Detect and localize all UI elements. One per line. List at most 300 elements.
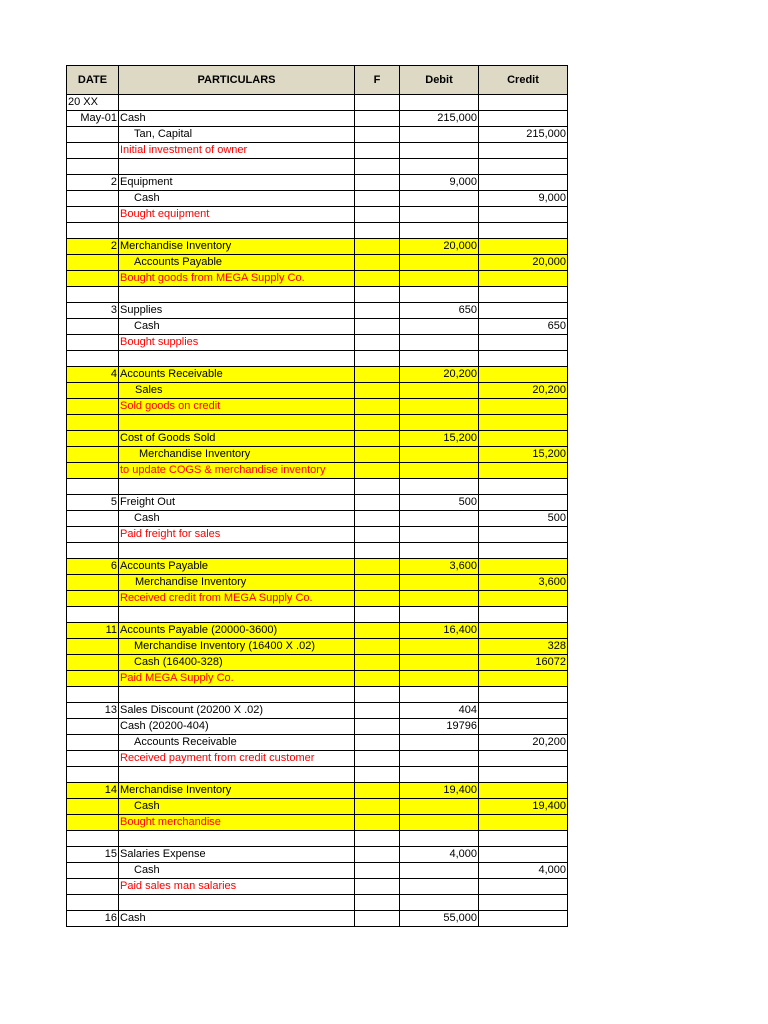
date-cell[interactable] (67, 687, 119, 703)
date-cell[interactable]: 2 (67, 239, 119, 255)
debit-cell[interactable] (400, 687, 479, 703)
particulars-cell[interactable]: Equipment (119, 175, 355, 191)
folio-cell[interactable] (355, 911, 400, 927)
debit-cell[interactable] (400, 463, 479, 479)
particulars-cell[interactable] (119, 479, 355, 495)
particulars-cell[interactable]: Sales Discount (20200 X .02) (119, 703, 355, 719)
particulars-cell[interactable]: Merchandise Inventory (119, 575, 355, 591)
folio-cell[interactable] (355, 831, 400, 847)
credit-cell[interactable] (479, 831, 568, 847)
credit-cell[interactable] (479, 335, 568, 351)
debit-cell[interactable]: 20,200 (400, 367, 479, 383)
folio-cell[interactable] (355, 111, 400, 127)
narration-cell[interactable]: Initial investment of owner (119, 143, 355, 159)
date-cell[interactable] (67, 255, 119, 271)
folio-cell[interactable] (355, 175, 400, 191)
credit-cell[interactable]: 4,000 (479, 863, 568, 879)
particulars-cell[interactable] (119, 607, 355, 623)
debit-cell[interactable] (400, 671, 479, 687)
date-cell[interactable]: 2 (67, 175, 119, 191)
credit-cell[interactable] (479, 287, 568, 303)
journal-row (67, 399, 568, 415)
debit-cell[interactable] (400, 639, 479, 655)
folio-cell[interactable] (355, 751, 400, 767)
debit-cell[interactable] (400, 95, 479, 111)
folio-cell[interactable] (355, 399, 400, 415)
credit-cell[interactable]: 20,000 (479, 255, 568, 271)
folio-cell[interactable] (355, 367, 400, 383)
date-cell[interactable] (67, 127, 119, 143)
date-cell[interactable] (67, 191, 119, 207)
debit-cell[interactable] (400, 863, 479, 879)
date-cell[interactable]: May-01 (67, 111, 119, 127)
credit-cell[interactable] (479, 303, 568, 319)
date-cell[interactable] (67, 863, 119, 879)
journal-row (67, 847, 568, 863)
debit-cell[interactable] (400, 815, 479, 831)
particulars-cell[interactable] (119, 895, 355, 911)
date-cell[interactable] (67, 831, 119, 847)
date-cell[interactable] (67, 335, 119, 351)
debit-cell[interactable] (400, 191, 479, 207)
folio-cell[interactable] (355, 863, 400, 879)
date-cell[interactable] (67, 511, 119, 527)
date-cell[interactable] (67, 671, 119, 687)
folio-cell[interactable] (355, 735, 400, 751)
folio-cell[interactable] (355, 223, 400, 239)
folio-cell[interactable] (355, 879, 400, 895)
folio-cell[interactable] (355, 351, 400, 367)
credit-cell[interactable] (479, 847, 568, 863)
date-cell[interactable] (67, 319, 119, 335)
date-cell[interactable]: 14 (67, 783, 119, 799)
debit-cell[interactable] (400, 223, 479, 239)
folio-cell[interactable] (355, 95, 400, 111)
date-cell[interactable]: 5 (67, 495, 119, 511)
debit-cell[interactable] (400, 767, 479, 783)
debit-cell[interactable] (400, 319, 479, 335)
particulars-cell[interactable] (119, 687, 355, 703)
particulars-cell[interactable]: Merchandise Inventory (119, 239, 355, 255)
credit-cell[interactable]: 20,200 (479, 383, 568, 399)
credit-cell[interactable] (479, 607, 568, 623)
date-cell[interactable]: 11 (67, 623, 119, 639)
folio-cell[interactable] (355, 671, 400, 687)
journal-row (67, 447, 568, 463)
debit-cell[interactable] (400, 399, 479, 415)
credit-cell[interactable]: 215,000 (479, 127, 568, 143)
folio-cell[interactable] (355, 447, 400, 463)
credit-cell[interactable] (479, 239, 568, 255)
credit-cell[interactable] (479, 623, 568, 639)
credit-cell[interactable] (479, 111, 568, 127)
folio-cell[interactable] (355, 479, 400, 495)
particulars-cell[interactable]: Cash (119, 863, 355, 879)
debit-cell[interactable]: 4,000 (400, 847, 479, 863)
credit-cell[interactable] (479, 415, 568, 431)
credit-cell[interactable] (479, 559, 568, 575)
folio-cell[interactable] (355, 127, 400, 143)
credit-cell[interactable] (479, 159, 568, 175)
journal-row (67, 143, 568, 159)
credit-cell[interactable] (479, 175, 568, 191)
folio-cell[interactable] (355, 719, 400, 735)
particulars-cell[interactable]: Cash (119, 111, 355, 127)
debit-cell[interactable] (400, 879, 479, 895)
particulars-cell[interactable] (119, 767, 355, 783)
folio-cell[interactable] (355, 591, 400, 607)
folio-cell[interactable] (355, 415, 400, 431)
particulars-cell[interactable] (119, 223, 355, 239)
particulars-cell[interactable]: Cash (119, 511, 355, 527)
journal-row (67, 735, 568, 751)
journal-row (67, 671, 568, 687)
debit-cell[interactable] (400, 351, 479, 367)
folio-cell[interactable] (355, 559, 400, 575)
debit-cell[interactable] (400, 127, 479, 143)
date-cell[interactable] (67, 479, 119, 495)
date-cell[interactable] (67, 431, 119, 447)
folio-cell[interactable] (355, 895, 400, 911)
credit-cell[interactable]: 9,000 (479, 191, 568, 207)
credit-cell[interactable] (479, 751, 568, 767)
debit-cell[interactable]: 215,000 (400, 111, 479, 127)
debit-cell[interactable]: 16,400 (400, 623, 479, 639)
folio-cell[interactable] (355, 143, 400, 159)
narration-cell[interactable]: Paid sales man salaries (119, 879, 355, 895)
credit-cell[interactable] (479, 527, 568, 543)
particulars-cell[interactable]: Cash (20200-404) (119, 719, 355, 735)
debit-cell[interactable]: 3,600 (400, 559, 479, 575)
narration-cell[interactable]: Bought equipment (119, 207, 355, 223)
date-cell[interactable] (67, 591, 119, 607)
date-cell[interactable] (67, 575, 119, 591)
folio-cell[interactable] (355, 207, 400, 223)
narration-cell[interactable]: Received credit from MEGA Supply Co. (119, 591, 355, 607)
credit-cell[interactable]: 16072 (479, 655, 568, 671)
credit-cell[interactable] (479, 895, 568, 911)
date-cell[interactable] (67, 271, 119, 287)
date-cell[interactable] (67, 799, 119, 815)
journal-row (67, 911, 568, 927)
particulars-cell[interactable]: Accounts Receivable (119, 735, 355, 751)
journal-row (67, 863, 568, 879)
journal-row (67, 655, 568, 671)
debit-cell[interactable]: 404 (400, 703, 479, 719)
date-cell[interactable] (67, 751, 119, 767)
particulars-cell[interactable] (119, 351, 355, 367)
particulars-cell[interactable] (119, 159, 355, 175)
credit-cell[interactable] (479, 351, 568, 367)
credit-cell[interactable] (479, 591, 568, 607)
date-cell[interactable]: 4 (67, 367, 119, 383)
credit-cell[interactable] (479, 783, 568, 799)
debit-cell[interactable] (400, 415, 479, 431)
date-cell[interactable]: 13 (67, 703, 119, 719)
credit-cell[interactable]: 15,200 (479, 447, 568, 463)
journal-row (67, 623, 568, 639)
particulars-cell[interactable]: Merchandise Inventory (119, 447, 355, 463)
date-cell[interactable]: 3 (67, 303, 119, 319)
blank-row (67, 687, 568, 703)
particulars-cell[interactable] (119, 95, 355, 111)
credit-cell[interactable]: 19,400 (479, 799, 568, 815)
date-cell[interactable]: 20 XX (67, 95, 119, 111)
debit-cell[interactable] (400, 287, 479, 303)
debit-cell[interactable] (400, 383, 479, 399)
debit-cell[interactable] (400, 735, 479, 751)
blank-row (67, 543, 568, 559)
narration-cell[interactable]: Bought supplies (119, 335, 355, 351)
header-row (67, 66, 568, 95)
journal-row (67, 511, 568, 527)
credit-cell[interactable] (479, 879, 568, 895)
credit-cell[interactable] (479, 271, 568, 287)
folio-cell[interactable] (355, 799, 400, 815)
header-folio: F (355, 66, 400, 95)
blank-row (67, 223, 568, 239)
debit-cell[interactable] (400, 143, 479, 159)
folio-cell[interactable] (355, 335, 400, 351)
debit-cell[interactable] (400, 575, 479, 591)
credit-cell[interactable] (479, 543, 568, 559)
particulars-cell[interactable]: Merchandise Inventory (16400 X .02) (119, 639, 355, 655)
folio-cell[interactable] (355, 431, 400, 447)
journal-row (67, 751, 568, 767)
credit-cell[interactable]: 328 (479, 639, 568, 655)
particulars-cell[interactable]: Cash (16400-328) (119, 655, 355, 671)
journal-row (67, 783, 568, 799)
narration-cell[interactable]: Paid freight for sales (119, 527, 355, 543)
folio-cell[interactable] (355, 783, 400, 799)
folio-cell[interactable] (355, 767, 400, 783)
date-cell[interactable] (67, 767, 119, 783)
credit-cell[interactable] (479, 207, 568, 223)
credit-cell[interactable] (479, 479, 568, 495)
journal-row (67, 319, 568, 335)
particulars-cell[interactable]: Accounts Payable (119, 255, 355, 271)
date-cell[interactable] (67, 879, 119, 895)
particulars-cell[interactable]: Sales (119, 383, 355, 399)
date-cell[interactable] (67, 207, 119, 223)
debit-cell[interactable] (400, 335, 479, 351)
debit-cell[interactable] (400, 607, 479, 623)
date-cell[interactable] (67, 735, 119, 751)
blank-row (67, 351, 568, 367)
debit-cell[interactable] (400, 831, 479, 847)
particulars-cell[interactable] (119, 287, 355, 303)
credit-cell[interactable] (479, 495, 568, 511)
particulars-cell[interactable] (119, 543, 355, 559)
date-cell[interactable] (67, 463, 119, 479)
debit-cell[interactable]: 20,000 (400, 239, 479, 255)
debit-cell[interactable] (400, 591, 479, 607)
date-cell[interactable]: 16 (67, 911, 119, 927)
credit-cell[interactable] (479, 767, 568, 783)
debit-cell[interactable]: 19796 (400, 719, 479, 735)
credit-cell[interactable]: 650 (479, 319, 568, 335)
journal-row (67, 559, 568, 575)
credit-cell[interactable]: 20,200 (479, 735, 568, 751)
credit-cell[interactable] (479, 911, 568, 927)
debit-cell[interactable] (400, 655, 479, 671)
date-cell[interactable] (67, 287, 119, 303)
journal-row (67, 719, 568, 735)
narration-cell[interactable]: Bought goods from MEGA Supply Co. (119, 271, 355, 287)
debit-cell[interactable] (400, 527, 479, 543)
folio-cell[interactable] (355, 271, 400, 287)
credit-cell[interactable] (479, 95, 568, 111)
credit-cell[interactable]: 500 (479, 511, 568, 527)
journal-row (67, 191, 568, 207)
debit-cell[interactable] (400, 511, 479, 527)
debit-cell[interactable] (400, 271, 479, 287)
folio-cell[interactable] (355, 543, 400, 559)
debit-cell[interactable]: 15,200 (400, 431, 479, 447)
credit-cell[interactable] (479, 815, 568, 831)
debit-cell[interactable] (400, 895, 479, 911)
journal-row (67, 271, 568, 287)
date-cell[interactable] (67, 815, 119, 831)
folio-cell[interactable] (355, 527, 400, 543)
journal-row (67, 879, 568, 895)
folio-cell[interactable] (355, 511, 400, 527)
credit-cell[interactable] (479, 431, 568, 447)
narration-cell[interactable]: Bought merchandise (119, 815, 355, 831)
date-cell[interactable] (67, 351, 119, 367)
folio-cell[interactable] (355, 655, 400, 671)
folio-cell[interactable] (355, 159, 400, 175)
date-cell[interactable] (67, 639, 119, 655)
date-cell[interactable] (67, 399, 119, 415)
credit-cell[interactable] (479, 703, 568, 719)
credit-cell[interactable] (479, 687, 568, 703)
date-cell[interactable] (67, 159, 119, 175)
particulars-cell[interactable]: Cash (119, 191, 355, 207)
debit-cell[interactable]: 9,000 (400, 175, 479, 191)
blank-row (67, 159, 568, 175)
folio-cell[interactable] (355, 847, 400, 863)
folio-cell[interactable] (355, 607, 400, 623)
folio-cell[interactable] (355, 687, 400, 703)
folio-cell[interactable] (355, 575, 400, 591)
folio-cell[interactable] (355, 191, 400, 207)
debit-cell[interactable] (400, 255, 479, 271)
folio-cell[interactable] (355, 815, 400, 831)
date-cell[interactable] (67, 447, 119, 463)
folio-cell[interactable] (355, 303, 400, 319)
debit-cell[interactable] (400, 207, 479, 223)
date-cell[interactable] (67, 143, 119, 159)
particulars-cell[interactable]: Accounts Payable (20000-3600) (119, 623, 355, 639)
particulars-cell[interactable]: Freight Out (119, 495, 355, 511)
blank-row (67, 479, 568, 495)
debit-cell[interactable] (400, 751, 479, 767)
debit-cell[interactable] (400, 543, 479, 559)
folio-cell[interactable] (355, 623, 400, 639)
folio-cell[interactable] (355, 639, 400, 655)
date-cell[interactable] (67, 383, 119, 399)
header-particulars: PARTICULARS (119, 66, 355, 95)
date-cell[interactable]: 15 (67, 847, 119, 863)
debit-cell[interactable]: 500 (400, 495, 479, 511)
folio-cell[interactable] (355, 239, 400, 255)
particulars-cell[interactable] (119, 831, 355, 847)
particulars-cell[interactable]: Accounts Receivable (119, 367, 355, 383)
particulars-cell[interactable]: Supplies (119, 303, 355, 319)
folio-cell[interactable] (355, 287, 400, 303)
particulars-cell[interactable]: Cost of Goods Sold (119, 431, 355, 447)
credit-cell[interactable] (479, 719, 568, 735)
credit-cell[interactable] (479, 463, 568, 479)
credit-cell[interactable] (479, 367, 568, 383)
date-cell[interactable] (67, 655, 119, 671)
particulars-cell[interactable]: Cash (119, 911, 355, 927)
folio-cell[interactable] (355, 703, 400, 719)
journal-row (67, 239, 568, 255)
date-cell[interactable]: 6 (67, 559, 119, 575)
particulars-cell[interactable] (119, 415, 355, 431)
narration-cell[interactable]: Paid MEGA Supply Co. (119, 671, 355, 687)
particulars-cell[interactable]: Salaries Expense (119, 847, 355, 863)
narration-cell[interactable]: Received payment from credit customer (119, 751, 355, 767)
folio-cell[interactable] (355, 319, 400, 335)
credit-cell[interactable] (479, 399, 568, 415)
debit-cell[interactable]: 650 (400, 303, 479, 319)
debit-cell[interactable] (400, 799, 479, 815)
date-cell[interactable] (67, 527, 119, 543)
particulars-cell[interactable]: Cash (119, 799, 355, 815)
debit-cell[interactable]: 19,400 (400, 783, 479, 799)
journal-row (67, 463, 568, 479)
folio-cell[interactable] (355, 383, 400, 399)
folio-cell[interactable] (355, 255, 400, 271)
debit-cell[interactable] (400, 159, 479, 175)
journal-row (67, 495, 568, 511)
journal-row (67, 111, 568, 127)
particulars-cell[interactable]: Tan, Capital (119, 127, 355, 143)
blank-row (67, 767, 568, 783)
particulars-cell[interactable]: Cash (119, 319, 355, 335)
blank-row (67, 607, 568, 623)
narration-cell[interactable]: Sold goods on credit (119, 399, 355, 415)
particulars-cell[interactable]: Merchandise Inventory (119, 783, 355, 799)
credit-cell[interactable]: 3,600 (479, 575, 568, 591)
journal-sheet (66, 65, 567, 927)
narration-cell[interactable]: to update COGS & merchandise inventory (119, 463, 355, 479)
journal-body (67, 95, 568, 927)
credit-cell[interactable] (479, 143, 568, 159)
credit-cell[interactable] (479, 223, 568, 239)
date-cell[interactable] (67, 543, 119, 559)
date-cell[interactable] (67, 895, 119, 911)
debit-cell[interactable] (400, 479, 479, 495)
debit-cell[interactable]: 55,000 (400, 911, 479, 927)
journal-row (67, 335, 568, 351)
folio-cell[interactable] (355, 495, 400, 511)
date-cell[interactable] (67, 607, 119, 623)
journal-row (67, 703, 568, 719)
credit-cell[interactable] (479, 671, 568, 687)
journal-row (67, 431, 568, 447)
date-cell[interactable] (67, 223, 119, 239)
journal-row (67, 575, 568, 591)
date-cell[interactable] (67, 415, 119, 431)
folio-cell[interactable] (355, 463, 400, 479)
date-cell[interactable] (67, 719, 119, 735)
debit-cell[interactable] (400, 447, 479, 463)
particulars-cell[interactable]: Accounts Payable (119, 559, 355, 575)
